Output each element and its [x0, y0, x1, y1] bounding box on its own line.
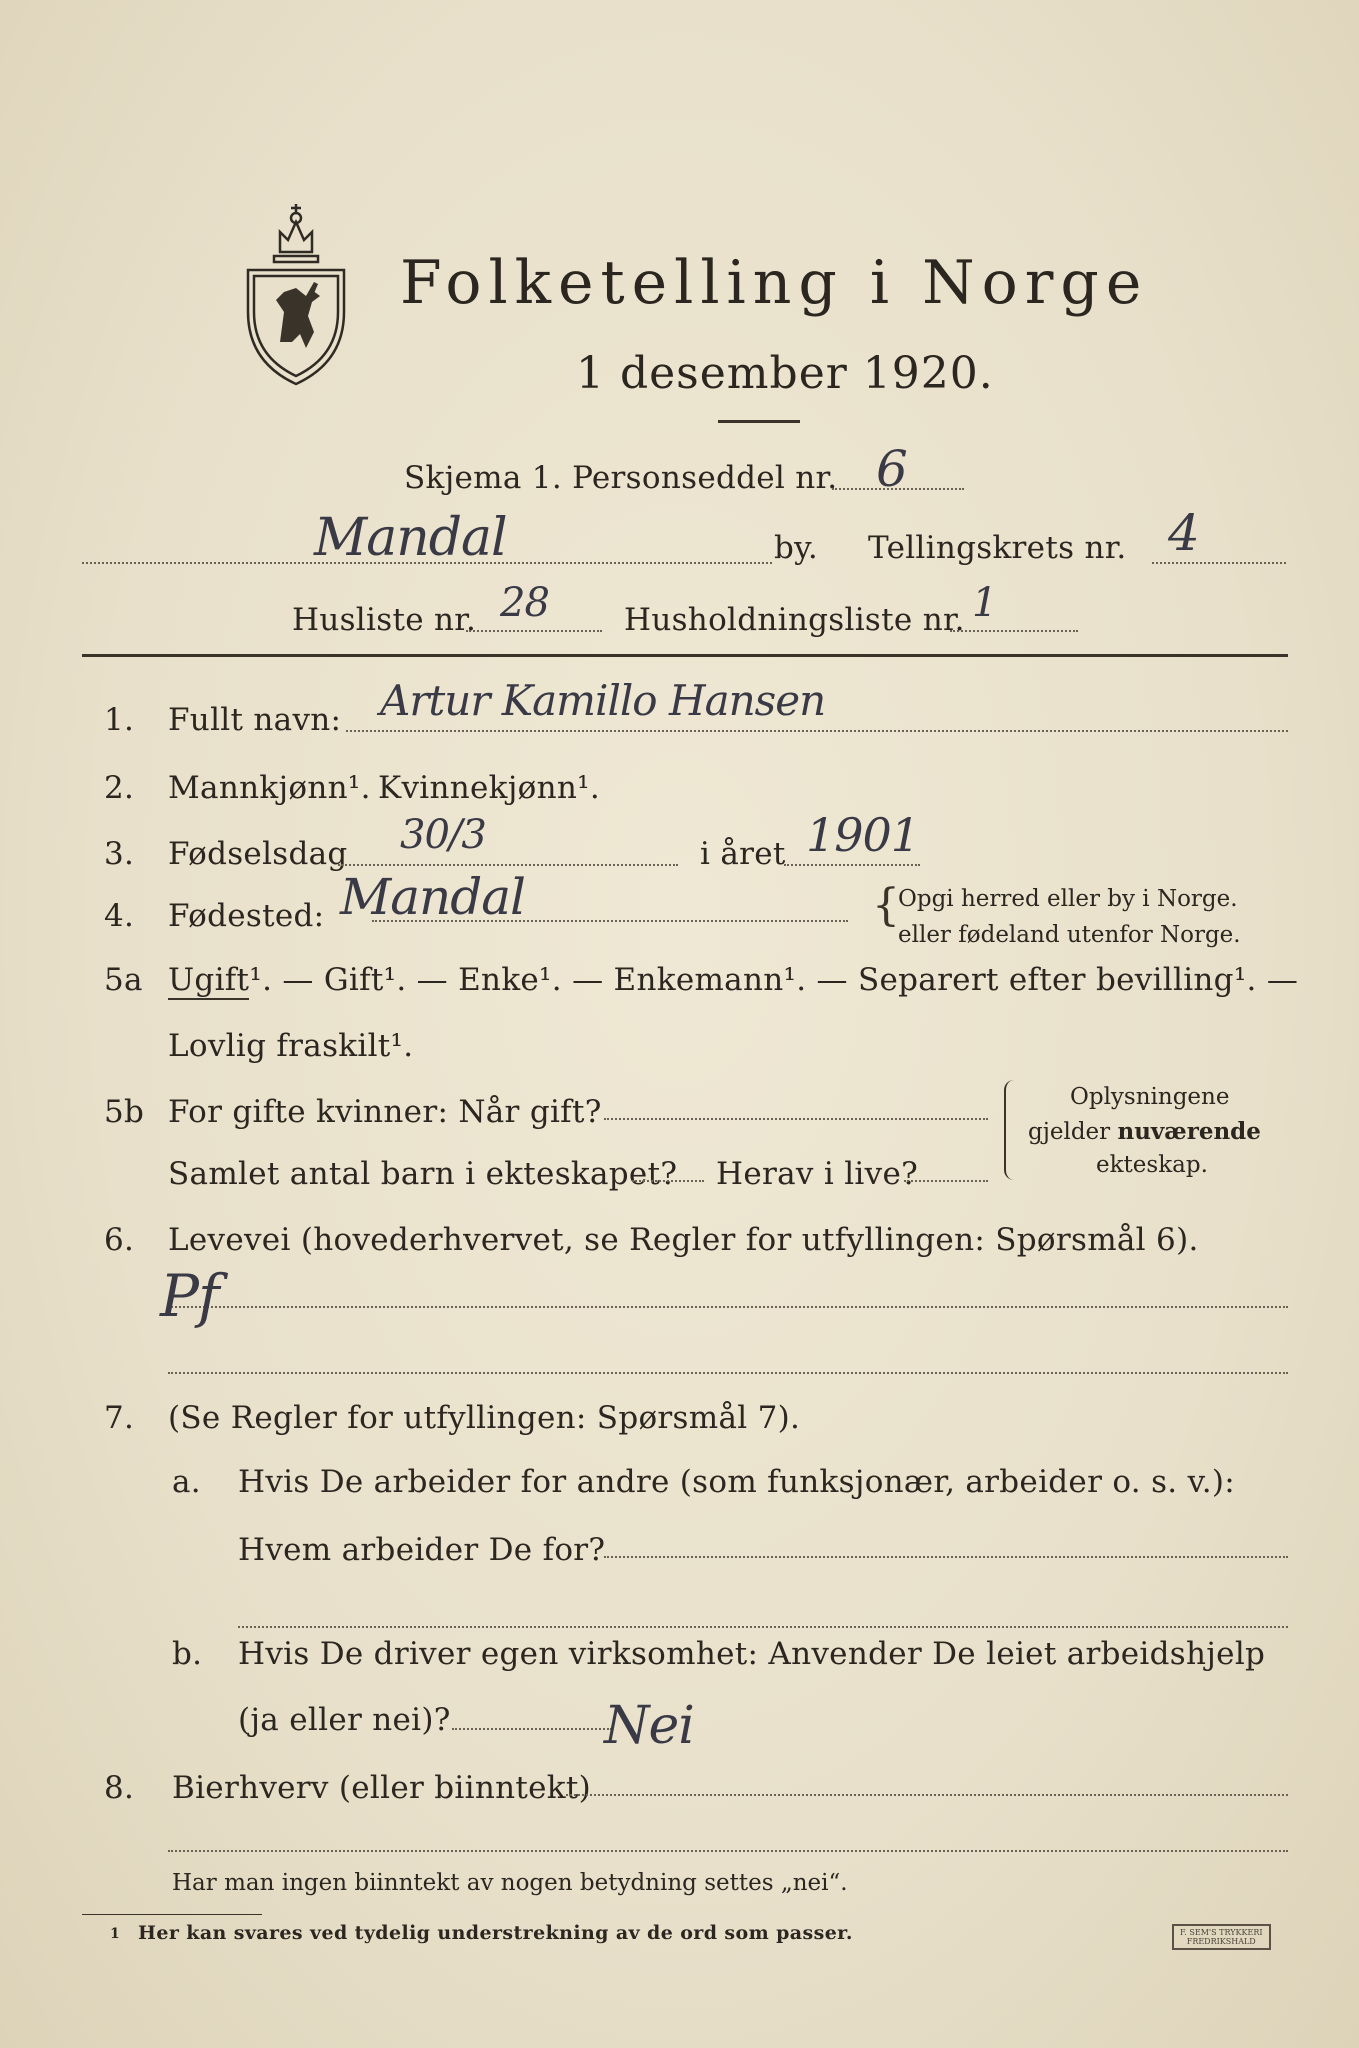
title-divider [718, 420, 800, 423]
q7a-line-1 [604, 1556, 1288, 1558]
q3-answer-day[interactable]: 30/3 [400, 812, 486, 858]
q7-number: 7. [104, 1400, 135, 1436]
husholdningsliste-line [950, 630, 1078, 632]
q3-day-line [338, 864, 678, 866]
q2-number: 2. [104, 770, 135, 806]
q5b-label-3: Herav i live? [716, 1156, 919, 1192]
tellingskrets-value[interactable]: 4 [1168, 504, 1199, 562]
printer-stamp: F. SEM'S TRYKKERI FREDRIKSHALD [1172, 1924, 1271, 1950]
q6-line-2 [168, 1372, 1288, 1374]
q7b-letter: b. [172, 1636, 203, 1672]
q8-line-1 [566, 1794, 1288, 1796]
husliste-label: Husliste nr. [292, 602, 477, 638]
q5b-number: 5b [104, 1094, 145, 1130]
q4-note-2: eller fødeland utenfor Norge. [898, 922, 1241, 948]
q5b-line-2 [632, 1180, 704, 1182]
husliste-line [466, 630, 602, 632]
q1-number: 1. [104, 702, 135, 738]
footnote-number: 1 [110, 1926, 121, 1942]
tellingskrets-label: Tellingskrets nr. [868, 530, 1127, 566]
q1-line [346, 730, 1288, 732]
q5a-options [168, 962, 1298, 998]
tellingskrets-line [1152, 562, 1286, 564]
q7a-text: Hvis De arbeider for andre (som funksjonær, arbeider o. s. v.): [238, 1464, 1236, 1500]
q1-answer-fullname[interactable]: Artur Kamillo Hansen [380, 676, 826, 725]
q2-kvinnekjonn: Kvinnekjønn¹. [378, 770, 601, 806]
q8-line-2 [168, 1850, 1288, 1852]
q6-answer-occupation[interactable]: Pf [160, 1262, 219, 1330]
q6-number: 6. [104, 1222, 135, 1258]
footer-note: Har man ingen biinntekt av nogen betydning settes „nei“. [172, 1870, 848, 1896]
q4-label: Fødested: [168, 898, 325, 934]
q5a-rest: . — Gift¹. — Enke¹. — Enkemann¹. — Separert efter bevilling¹. — [262, 962, 1299, 998]
q4-brace-icon: { [872, 880, 900, 931]
skjema-label: Skjema 1. Personseddel nr. [404, 460, 838, 496]
q5b-label-1: For gifte kvinner: Når gift? [168, 1094, 602, 1130]
q3-year-line [784, 864, 920, 866]
footnote-divider [82, 1914, 262, 1915]
q4-answer-birthplace[interactable]: Mandal [340, 868, 526, 926]
q5b-line-3 [904, 1180, 988, 1182]
q3-answer-year[interactable]: 1901 [806, 808, 920, 862]
q4-note-1: Opgi herred eller by i Norge. [898, 886, 1238, 912]
footnote-text: Her kan svares ved tydelig understrekning av de ord som passer. [138, 1922, 853, 1944]
q8-label: Bierhverv (eller biinntekt) [172, 1770, 592, 1806]
q3-label: Fødselsdag [168, 836, 348, 872]
q5b-note-3: ekteskap. [1096, 1152, 1208, 1178]
q2-mannkjonn: Mannkjønn¹. [168, 770, 371, 806]
by-label: by. [774, 530, 818, 566]
town-value[interactable]: Mandal [314, 508, 507, 568]
coat-of-arms-icon [240, 192, 352, 396]
q5a-ugift-underlined[interactable]: Ugift [168, 962, 250, 998]
husholdningsliste-value[interactable]: 1 [972, 580, 997, 626]
census-date: 1 desember 1920. [576, 348, 994, 399]
q5b-note-1: Oplysningene [1070, 1084, 1230, 1110]
q5a-number: 5a [104, 962, 143, 998]
q1-label: Fullt navn: [168, 702, 342, 738]
q8-number: 8. [104, 1770, 135, 1806]
q4-number: 4. [104, 898, 135, 934]
q5b-bracket [1004, 1080, 1020, 1180]
q7a-line-2 [238, 1626, 1288, 1628]
q7b-text: Hvis De driver egen virksomhet: Anvender De leiet arbeidshjelp [238, 1636, 1266, 1672]
personseddel-value[interactable]: 6 [876, 440, 907, 498]
q5b-note-2: gjelder nuværende [1028, 1118, 1261, 1145]
q7b-answer[interactable]: Nei [604, 1696, 694, 1756]
husliste-value[interactable]: 28 [500, 580, 549, 626]
page-title: Folketelling i Norge [400, 248, 1149, 318]
q7a-letter: a. [172, 1464, 201, 1500]
q5a-line2: Lovlig fraskilt¹. [168, 1028, 414, 1064]
q5b-line-1 [604, 1118, 988, 1120]
q7-label: (Se Regler for utfyllingen: Spørsmål 7). [168, 1400, 801, 1436]
q6-label: Levevei (hovederhvervet, se Regler for utfyllingen: Spørsmål 6). [168, 1222, 1199, 1258]
q3-year-label: i året [700, 836, 786, 872]
q7b-line [452, 1728, 612, 1730]
q5a-ugift-sup: ¹ [249, 962, 263, 998]
q5b-label-2: Samlet antal barn i ekteskapet? [168, 1156, 678, 1192]
q6-line-1 [168, 1306, 1288, 1308]
q7b-text-2: (ja eller nei)? [238, 1702, 451, 1738]
header-divider [82, 654, 1288, 657]
q3-number: 3. [104, 836, 135, 872]
q7a-text-2: Hvem arbeider De for? [238, 1532, 606, 1568]
husholdningsliste-label: Husholdningsliste nr. [624, 602, 965, 638]
